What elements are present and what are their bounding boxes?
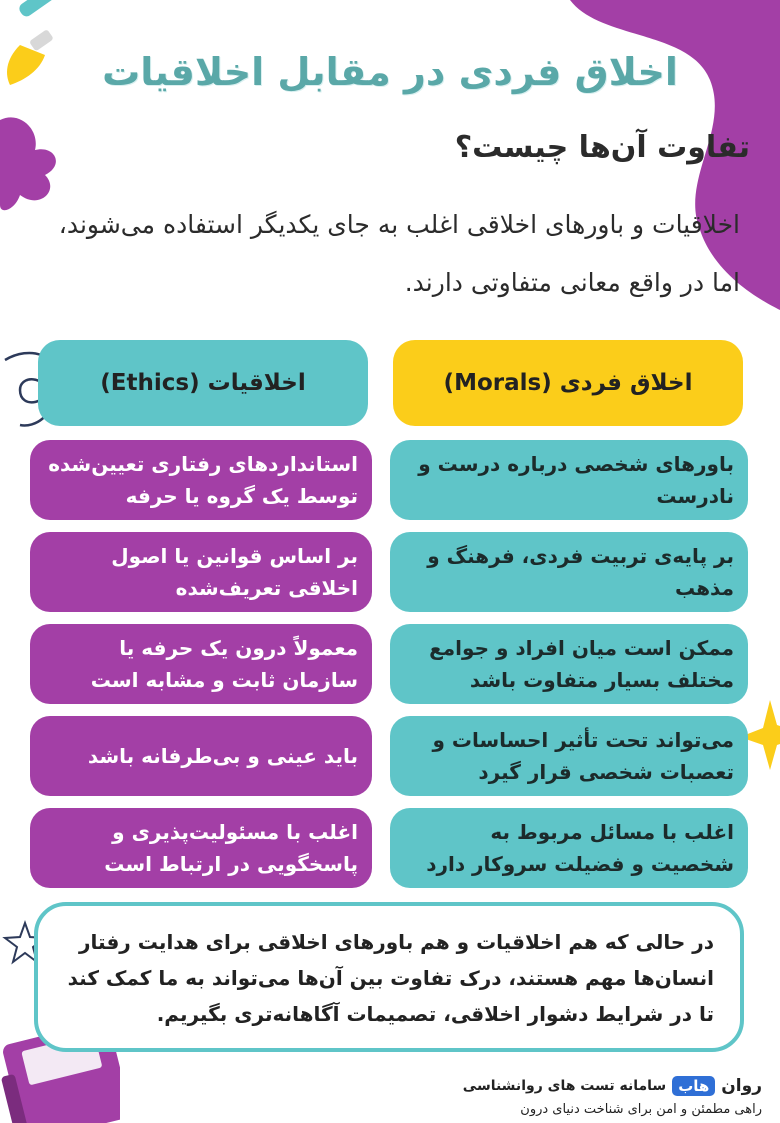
ethics-cell-3: معمولاً درون یک حرفه یا سازمان ثابت و مشابه است [30,624,372,704]
intro-text: اخلاقیات و باورهای اخلاقی اغلب به جای یکدیگر استفاده می‌شوند، اما در واقع معانی متفاوتی دارند. [58,210,740,297]
page-title: اخلاق فردی در مقابل اخلاقیات [102,50,678,94]
morals-cell-4: می‌تواند تحت تأثیر احساسات و تعصبات شخصی قرار گیرد [390,716,748,796]
ethics-cell-4: باید عینی و بی‌طرفانه باشد [30,716,372,796]
ethics-cell-2: بر اساس قوانین یا اصول اخلاقی تعریف‌شده [30,532,372,612]
page-subtitle: تفاوت آن‌ها چیست؟ [454,130,750,165]
morals-cell-1: باورهای شخصی درباره درست و نادرست [390,440,748,520]
footer-brand [463,1076,762,1117]
brand-slogan: راهی مطمئن و امن برای شناخت دنیای درون [520,1102,762,1117]
morals-cell-2: بر پایه‌ی تربیت فردی، فرهنگ و مذهب [390,532,748,612]
ethics-column-header: اخلاقیات (Ethics) [38,340,368,426]
morals-cell-5: اغلب با مسائل مربوط به شخصیت و فضیلت سروکار دارد [390,808,748,888]
brand-badge: هاب [672,1076,715,1096]
morals-cell-3: ممکن است میان افراد و جوامع مختلف بسیار متفاوت باشد [390,624,748,704]
ethics-cell-1: استانداردهای رفتاری تعیین‌شده توسط یک گروه یا حرفه [30,440,372,520]
brand-tagline: سامانه تست های روانشناسی [462,1078,667,1094]
summary-box: در حالی که هم اخلاقیات و هم باورهای اخلاقی برای هدایت رفتار انسان‌ها مهم هستند، درک تفاوت بین آن‌ها می‌تواند به ما کمک کند تا در شرایط دشوار اخلاقی، تصمیمات آگاهانه‌تری بگیریم. [34,902,744,1052]
brand-line [463,1076,762,1096]
morals-column-header: اخلاق فردی (Morals) [393,340,743,426]
ethics-cell-5: اغلب با مسئولیت‌پذیری و پاسخگویی در ارتباط است [30,808,372,888]
brand-name: روان [721,1076,762,1096]
